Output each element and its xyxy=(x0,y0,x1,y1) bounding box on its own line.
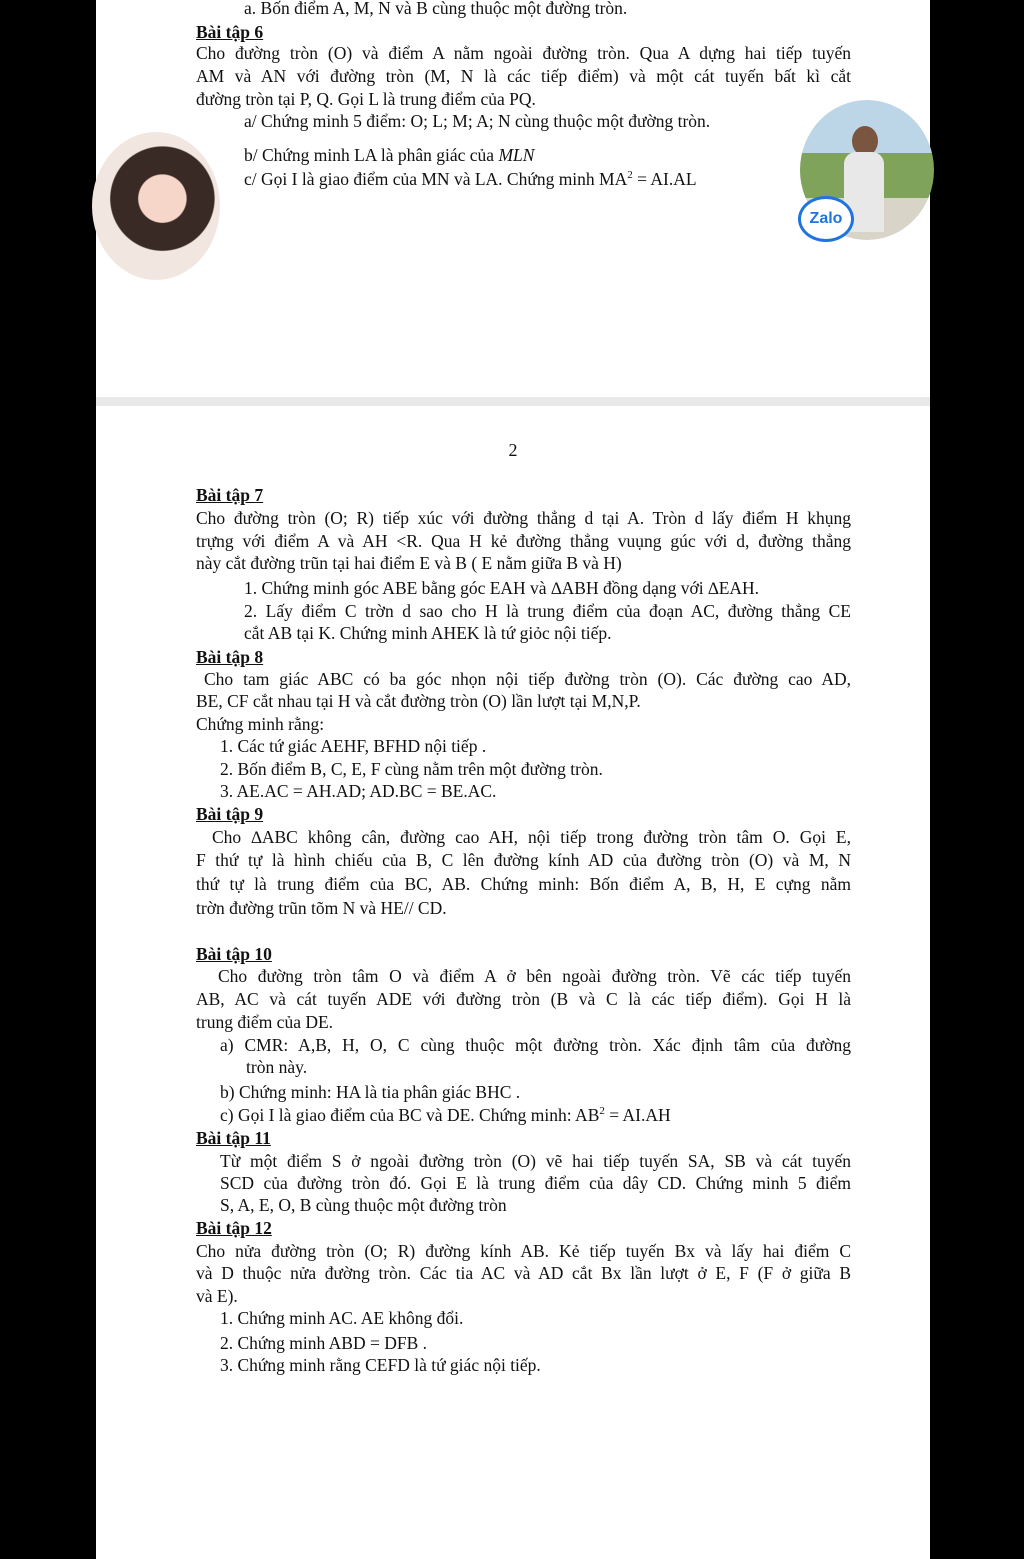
text-line: Chứng minh rằng: xyxy=(196,714,325,734)
text-line: và E). xyxy=(196,1286,238,1306)
text-span: c) Gọi I là giao điểm của BC và DE. Chứng minh: AB xyxy=(220,1105,600,1125)
text-span: = AI.AH xyxy=(604,1105,671,1125)
text-line: Cho đường tròn (O) và điểm A nằm ngoài đường tròn. Qua A dựng hai tiếp tuyến xyxy=(196,43,851,63)
text-line: S, A, E, O, B cùng thuộc một đường tròn xyxy=(220,1195,507,1215)
text-line: và D thuộc nửa đường tròn. Các tia AC và AD cắt Bx lần lượt ở E, F (F ở giữa B xyxy=(196,1263,851,1283)
page-number: 2 xyxy=(508,440,518,460)
document-page-2 xyxy=(96,406,930,1559)
text-line: AB, AC và cát tuyến ADE với đường tròn (B và C là các tiếp điểm). Gọi H là xyxy=(196,989,851,1009)
text-line: trựng với điểm A và AH <R. Qua H kẻ đường thẳng vuụng gúc với d, đường thẳng xyxy=(196,531,851,551)
text-line: Cho đường tròn tâm O và điểm A ở bên ngoài đường tròn. Vẽ các tiếp tuyến xyxy=(218,966,851,986)
list-item: 1. Chứng minh AC. AE không đổi. xyxy=(220,1308,464,1328)
document-page-1 xyxy=(96,0,930,397)
angle-symbol: MLN xyxy=(498,145,535,165)
text-line: SCD của đường tròn đó. Gọi E là trung điểm của dây CD. Chứng minh 5 điểm xyxy=(220,1173,851,1193)
exercise-heading-11: Bài tập 11 xyxy=(196,1128,271,1148)
text-line: Cho ∆ABC không cân, đường cao AH, nội tiếp trong đường tròn tâm O. Gọi E, xyxy=(212,827,851,847)
text-line: trờn đường trũn tõm N và HE// CD. xyxy=(196,898,447,918)
text-line: Cho đường tròn (O; R) tiếp xúc với đường thẳng d tại A. Tròn d lấy điểm H khụng xyxy=(196,508,851,528)
superscript: 2 xyxy=(627,169,633,182)
list-item: 1. Các tứ giác AEHF, BFHD nội tiếp . xyxy=(220,736,487,756)
exercise-heading-8: Bài tập 8 xyxy=(196,647,264,667)
list-item xyxy=(220,1104,851,1126)
text-line: Từ một điểm S ở ngoài đường tròn (O) vẽ hai tiếp tuyến SA, SB và cát tuyến xyxy=(220,1151,851,1171)
text-line: trung điểm của DE. xyxy=(196,1012,334,1032)
text-line: BE, CF cắt nhau tại H và cắt đường tròn (O) lần lượt tại M,N,P. xyxy=(196,691,641,711)
list-item: b) Chứng minh: HA là tia phân giác BHC . xyxy=(220,1082,521,1102)
zalo-badge-icon[interactable]: Zalo xyxy=(798,196,854,242)
exercise-heading-12: Bài tập 12 xyxy=(196,1218,272,1238)
text-line: Cho nửa đường tròn (O; R) đường kính AB. Kẻ tiếp tuyến Bx và lấy hai điểm C xyxy=(196,1241,851,1261)
text-line: 2. Lấy điểm C trờn d sao cho H là trung điểm của đoạn AC, đường thẳng CE xyxy=(244,601,851,621)
exercise-heading-9: Bài tập 9 xyxy=(196,804,264,824)
text-line: 1. Chứng minh góc ABE bằng góc EAH và ∆ABH đồng dạng với ∆EAH. xyxy=(244,578,760,598)
exercise-heading-10: Bài tập 10 xyxy=(196,944,272,964)
text-line: F thứ tự là hình chiếu của B, C lên đường kính AD của đường tròn (O) và M, N xyxy=(196,850,851,870)
list-item: 3. Chứng minh rằng CEFD là tứ giác nội tiếp. xyxy=(220,1355,541,1375)
list-item: 2. Bốn điểm B, C, E, F cùng nằm trên một đường tròn. xyxy=(220,759,603,779)
text-line: Cho tam giác ABC có ba góc nhọn nội tiếp đường tròn (O). Các đường cao AD, xyxy=(204,669,851,689)
text-span: b/ Chứng minh LA là phân giác của xyxy=(244,145,495,165)
text-line: a. Bốn điểm A, M, N và B cùng thuộc một đường tròn. xyxy=(244,0,628,18)
text-span: = AI.AL xyxy=(632,169,697,189)
text-line: a/ Chứng minh 5 điểm: O; L; M; A; N cùng thuộc một đường tròn. xyxy=(244,111,711,131)
text-line: đường tròn tại P, Q. Gọi L là trung điểm của PQ. xyxy=(196,89,536,109)
list-item: 3. AE.AC = AH.AD; AD.BC = BE.AC. xyxy=(220,781,497,801)
list-item: 2. Chứng minh ABD = DFB . xyxy=(220,1333,428,1353)
text-line: cắt AB tại K. Chứng minh AHEK là tứ giỏc nội tiếp. xyxy=(244,623,612,643)
exercise-heading-7: Bài tập 7 xyxy=(196,485,264,505)
text-line: thứ tự là trung điểm của BC, AB. Chứng minh: Bốn điểm A, B, H, E cựng nằm xyxy=(196,874,851,894)
text-line: AM và AN với đường tròn (M, N là các tiếp điểm) và một cát tuyến bất kì cắt xyxy=(196,66,851,86)
text-span: c/ Gọi I là giao điểm của MN và LA. Chứng minh MA xyxy=(244,169,628,189)
list-item: a) CMR: A,B, H, O, C cùng thuộc một đường tròn. Xác định tâm của đường xyxy=(220,1035,851,1055)
page-separator xyxy=(96,397,930,406)
text-line: này cắt đường trũn tại hai điểm E và B ( E nằm giữa B và H) xyxy=(196,553,622,573)
avatar-photo-left xyxy=(92,132,220,280)
exercise-heading-6: Bài tập 6 xyxy=(196,22,264,42)
superscript: 2 xyxy=(599,1105,605,1118)
text-line xyxy=(244,168,851,190)
text-line xyxy=(244,144,851,166)
text-line: tròn này. xyxy=(246,1057,308,1077)
